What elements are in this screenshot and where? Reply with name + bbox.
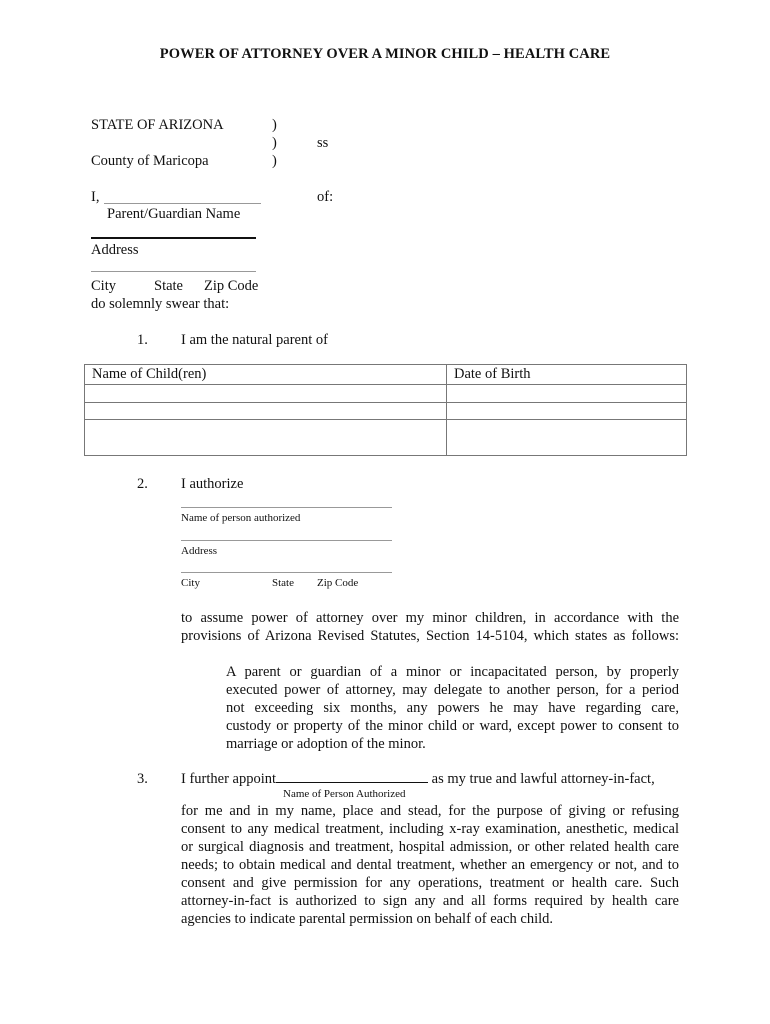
venue-county: County of Maricopa bbox=[91, 153, 209, 169]
authorized-address-line[interactable] bbox=[181, 540, 392, 541]
item1-text: I am the natural parent of bbox=[181, 332, 328, 348]
children-table bbox=[84, 364, 687, 456]
state-caption: State bbox=[154, 278, 183, 294]
child-dob-cell[interactable] bbox=[447, 403, 687, 420]
item2-text: I authorize bbox=[181, 476, 244, 492]
child-name-cell[interactable] bbox=[85, 420, 447, 456]
child-dob-cell[interactable] bbox=[447, 385, 687, 403]
authorized-name-line[interactable] bbox=[181, 507, 392, 508]
authorized-city-line[interactable] bbox=[181, 572, 392, 573]
table-row bbox=[85, 403, 687, 420]
child-dob-cell[interactable] bbox=[447, 420, 687, 456]
authorized-state-caption: State bbox=[272, 577, 294, 589]
parent-name-line[interactable] bbox=[104, 203, 261, 204]
statute-quote-line: marriage or adoption of the minor. bbox=[226, 736, 426, 752]
zip-caption: Zip Code bbox=[204, 278, 259, 294]
statute-intro-paragraph bbox=[181, 609, 679, 645]
authorized-city-caption: City bbox=[181, 577, 200, 589]
declarant-i-label: I, bbox=[91, 189, 100, 205]
venue-paren-1: ) bbox=[272, 117, 277, 133]
appointee-name-caption: Name of Person Authorized bbox=[283, 788, 406, 800]
statute-quote-line: executed power of attorney, may delegate to another person, for a period bbox=[226, 682, 679, 698]
declarant-of-label: of: bbox=[317, 189, 334, 205]
item3-number: 3. bbox=[137, 771, 148, 787]
item1-number: 1. bbox=[137, 332, 148, 348]
item3-line: consent to any medical treatment, including x-ray examination, anesthetic, medical bbox=[181, 821, 679, 837]
item3-paragraph bbox=[181, 802, 679, 928]
authorized-zip-caption: Zip Code bbox=[317, 577, 359, 589]
address-line[interactable] bbox=[91, 237, 256, 239]
venue-paren-3: ) bbox=[272, 153, 277, 169]
statute-quote-line: custody or property of the minor child or ward, except power to consent to bbox=[226, 718, 679, 734]
statute-intro-line: to assume power of attorney over my minor children, in accordance with the bbox=[181, 610, 679, 626]
statute-quote-line: not exceeding six months, any powers he may have regarding care, bbox=[226, 700, 679, 716]
statute-quote-line: A parent or guardian of a minor or incapacitated person, by properly bbox=[226, 664, 679, 680]
venue-state: STATE OF ARIZONA bbox=[91, 117, 224, 133]
appointee-name-line[interactable] bbox=[276, 770, 428, 783]
swear-text: do solemnly swear that: bbox=[91, 296, 230, 312]
item3-appoint-line bbox=[181, 770, 655, 788]
item3-trail: as my true and lawful attorney-in-fact, bbox=[431, 771, 655, 787]
city-state-zip-line[interactable] bbox=[91, 271, 256, 272]
table-row bbox=[85, 385, 687, 403]
city-caption: City bbox=[91, 278, 116, 294]
header-date-of-birth: Date of Birth bbox=[447, 365, 687, 385]
item3-line: or surgical diagnosis and treatment, hospital admission, or other related health care bbox=[181, 839, 679, 855]
child-name-cell[interactable] bbox=[85, 403, 447, 420]
header-child-name: Name of Child(ren) bbox=[85, 365, 447, 385]
item3-line: consent and give permission for any operations, treatment or health care. Such bbox=[181, 875, 679, 891]
authorized-name-caption: Name of person authorized bbox=[181, 512, 301, 524]
statute-intro-line: provisions of Arizona Revised Statutes, Section 14-5104, which states as follows: bbox=[181, 628, 679, 644]
authorized-address-caption: Address bbox=[181, 545, 218, 557]
document-title: POWER OF ATTORNEY OVER A MINOR CHILD – HEALTH CARE bbox=[159, 46, 611, 62]
child-name-cell[interactable] bbox=[85, 385, 447, 403]
venue-paren-2: ) bbox=[272, 135, 277, 151]
item2-number: 2. bbox=[137, 476, 148, 492]
item3-line: attorney-in-fact is authorized to sign any and all forms required by health care bbox=[181, 893, 679, 909]
item3-lead: I further appoint bbox=[181, 771, 277, 787]
statute-quote bbox=[226, 663, 679, 753]
item3-line: agencies to indicate parental permission on behalf of each child. bbox=[181, 911, 554, 927]
address-caption: Address bbox=[91, 242, 139, 258]
item3-line: needs; to obtain medical and dental treatment, whether an emergency or not, and to bbox=[181, 857, 679, 873]
parent-name-caption: Parent/Guardian Name bbox=[107, 206, 241, 222]
item3-line: for me and in my name, place and stead, for the purpose of giving or refusing bbox=[181, 803, 679, 819]
table-row bbox=[85, 420, 687, 456]
table-header-row bbox=[85, 365, 687, 385]
venue-ss: ss bbox=[317, 135, 329, 151]
